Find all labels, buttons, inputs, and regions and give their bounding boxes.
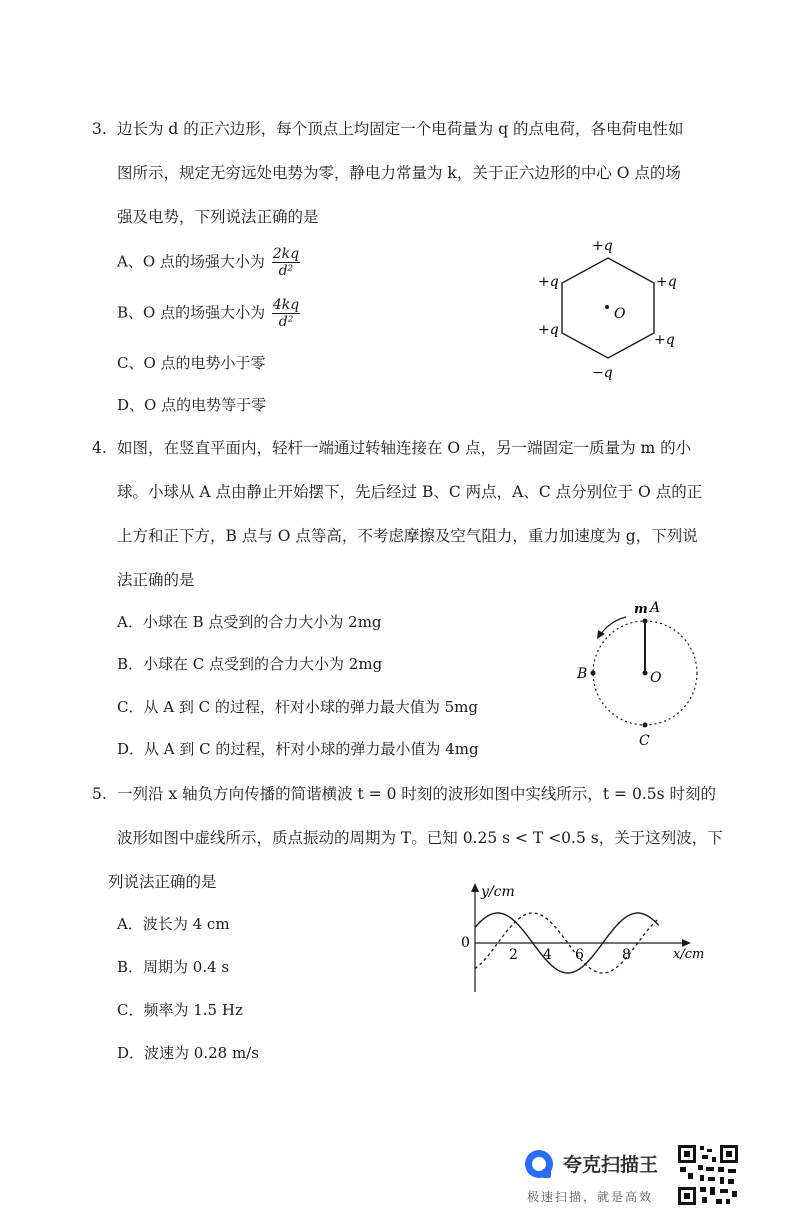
q5-number: 5.	[92, 785, 107, 803]
q4-stem-line-2: 球。小球从 A 点由静止开始摆下，先后经过 B、C 两点，A、C 点分别位于 O 点的正	[117, 483, 703, 501]
q3-option-b-numerator: 4kq	[272, 297, 300, 313]
q5-option-d: D．波速为 0.28 m/s	[117, 1044, 259, 1062]
charge-lower-left: +q	[538, 322, 559, 338]
q3-option-b-text: B、O 点的场强大小为	[117, 303, 266, 322]
q3-hexagon-figure	[530, 228, 700, 383]
q3-option-a	[117, 246, 300, 279]
q3-option-a-denominator: d²	[278, 263, 294, 279]
q3-option-b-fraction	[272, 297, 300, 330]
q3-stem-line-1: 边长为 d 的正六边形，每个顶点上均固定一个电荷量为 q 的点电荷，各电荷电性如	[117, 120, 684, 138]
label-a: A	[650, 600, 661, 616]
x-axis-label: x/cm	[673, 947, 705, 962]
q5-stem-line-1: 一列沿 x 轴负方向传播的简谐横波 t = 0 时刻的波形如图中实线所示，t = 0.5s 时刻的	[117, 785, 716, 803]
brand-logo-icon	[522, 1147, 556, 1181]
pivot-o	[643, 671, 648, 676]
arrow-icon	[597, 630, 605, 639]
charge-lower-right: +q	[654, 332, 675, 348]
q5-option-b: B．周期为 0.4 s	[117, 958, 230, 976]
point-c	[643, 723, 648, 728]
center-label: O	[614, 306, 626, 322]
q4-option-b: B．小球在 C 点受到的合力大小为 2mg	[117, 655, 383, 673]
y-axis-label: y/cm	[481, 884, 515, 900]
q3-option-a-text: A、O 点的场强大小为	[117, 252, 265, 271]
q3-option-a-numerator: 2kq	[272, 246, 300, 262]
q3-option-a-fraction	[272, 246, 300, 279]
center-point	[605, 305, 609, 309]
q3-option-b	[117, 297, 300, 330]
q3-number: 3.	[92, 120, 107, 138]
ball-a	[643, 619, 648, 624]
label-b: B	[577, 666, 588, 682]
charge-bottom: −q	[592, 365, 613, 381]
q4-option-d: D．从 A 到 C 的过程，杆对小球的弹力最小值为 4mg	[117, 740, 479, 758]
charge-top: +q	[592, 238, 613, 254]
q3-option-b-denominator: d²	[278, 314, 294, 330]
q3-stem-line-2: 图所示，规定无穷远处电势为零，静电力常量为 k，关于正六边形的中心 O 点的场	[117, 164, 681, 182]
q4-option-c: C．从 A 到 C 的过程，杆对小球的弹力最大值为 5mg	[117, 698, 478, 716]
y-axis-arrow-icon	[471, 883, 479, 892]
q4-number: 4.	[92, 439, 107, 457]
q3-option-c: C、O 点的电势小于零	[117, 354, 266, 372]
q4-stem-line-4: 法正确的是	[117, 571, 195, 589]
charge-upper-left: +q	[538, 274, 559, 290]
x-axis-arrow-icon	[682, 939, 691, 947]
origin-label: 0	[461, 935, 470, 951]
label-m: m	[634, 602, 648, 617]
q4-option-a: A．小球在 B 点受到的合力大小为 2mg	[117, 613, 382, 631]
charge-upper-right: +q	[656, 274, 677, 290]
point-b	[591, 671, 596, 676]
tick-label-2: 2	[509, 947, 518, 963]
brand-title: 夸克扫描王	[563, 1154, 659, 1176]
tick-label-6: 6	[575, 947, 584, 963]
q4-stem-line-1: 如图，在竖直平面内，轻杆一端通过转轴连接在 O 点，另一端固定一质量为 m 的小	[117, 439, 692, 457]
q4-stem-line-3: 上方和正下方，B 点与 O 点等高，不考虑摩擦及空气阻力，重力加速度为 g，下列说	[117, 527, 698, 545]
q5-stem-line-2: 波形如图中虚线所示，质点振动的周期为 T。已知 0.25 s < T <0.5 s，关于这列波，下	[117, 829, 723, 847]
q4-pendulum-figure	[570, 595, 710, 755]
label-c: C	[639, 733, 650, 749]
q3-stem-line-3: 强及电势，下列说法正确的是	[117, 208, 319, 226]
q5-option-c: C．频率为 1.5 Hz	[117, 1001, 243, 1019]
q5-wave-figure	[455, 880, 715, 1000]
q3-option-d: D、O 点的电势等于零	[117, 396, 267, 414]
q5-option-a: A．波长为 4 cm	[117, 915, 230, 933]
brand-slogan: 极速扫描，就是高效	[527, 1190, 654, 1204]
label-o: O	[650, 670, 662, 686]
tick-label-8: 8	[622, 947, 631, 963]
q5-stem-line-3: 列说法正确的是	[108, 873, 217, 891]
qr-code-icon	[676, 1143, 740, 1207]
tick-label-4: 4	[543, 947, 552, 963]
